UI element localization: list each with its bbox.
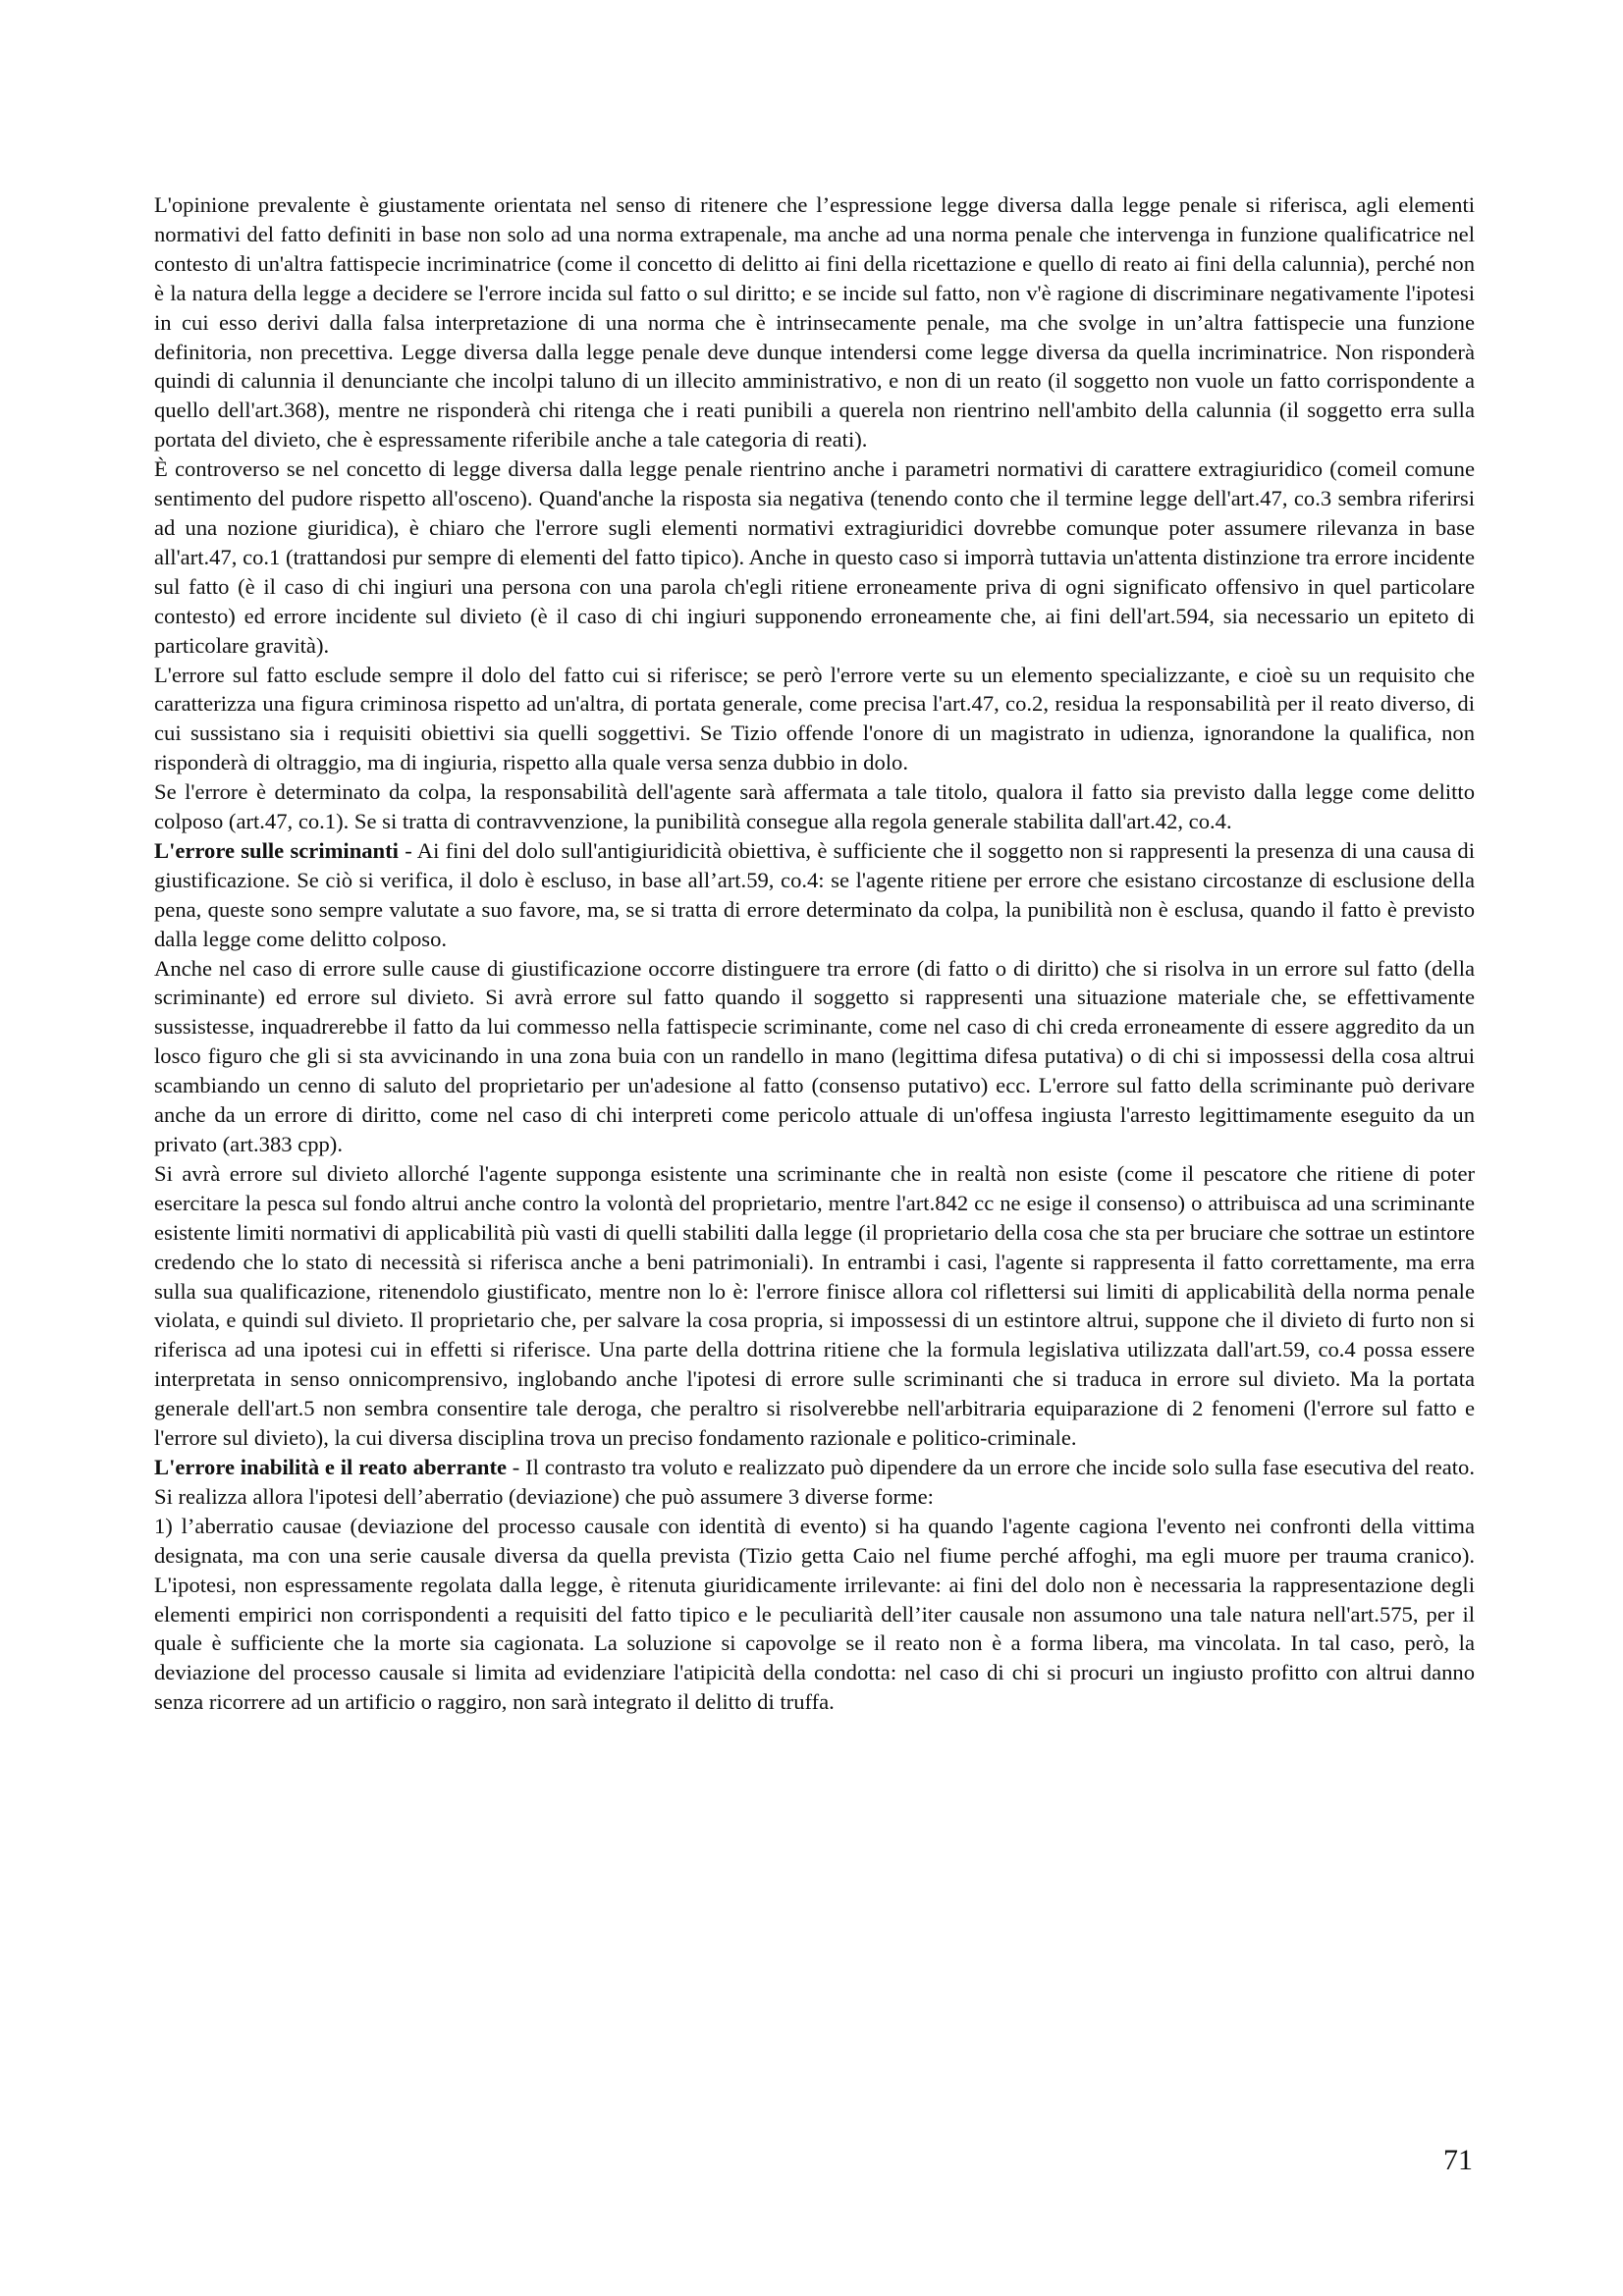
- paragraph-5: [154, 836, 1475, 954]
- section-heading-scriminanti: L'errore sulle scriminanti: [154, 837, 399, 863]
- body-text: [154, 190, 1475, 1717]
- paragraph-2: [154, 454, 1475, 660]
- paragraph-6: [154, 954, 1475, 1159]
- paragraph-1-text: L'opinione prevalente è giustamente orientata nel senso di ritenere che l’espressione legge diversa dalla legge penale si riferisca, agli elementi normativi del fatto definiti in base non solo ad una norma extrapenale, ma anche ad una norma penale che intervenga in funzione qualificatrice nel contesto di un'altra fattispecie incriminatrice (come il concetto di delitto ai fini della ricettazione e quello di reato ai fini della calunnia), perché non è la natura della legge a decidere se l'errore incida sul fatto o sul diritto; e se incide sul fatto, non v'è ragione di discriminare negativamente l'ipotesi in cui esso derivi dalla falsa interpretazione di una norma che è intrinsecamente penale, ma che svolge in un’altra fattispecie una funzione definitoria, non precettiva. Legge diversa dalla legge penale deve dunque intendersi come legge diversa da quella incriminatrice. Non risponderà quindi di calunnia il denunciante che incolpi taluno di un illecito amministrativo, e non di un reato (il soggetto non vuole un fatto corrispondente a quello dell'art.368), mentre ne risponderà chi ritenga che i reati punibili a querela non rientrino nell'ambito della calunnia (il soggetto erra sulla portata del divieto, che è espressamente riferibile anche a tale categoria di reati).: [154, 192, 1475, 453]
- paragraph-3: [154, 661, 1475, 778]
- paragraph-4-text: Se l'errore è determinato da colpa, la responsabilità dell'agente sarà affermata a tale titolo, qualora il fatto sia previsto dalla legge come delitto colposo (art.47, co.1). Se si tratta di contravvenzione, la punibilità consegue alla regola generale stabilita dall'art.42, co.4.: [154, 779, 1475, 834]
- paragraph-7: [154, 1159, 1475, 1453]
- paragraph-7-text: Si avrà errore sul divieto allorché l'agente supponga esistente una scriminante che in realtà non esiste (come il pescatore che ritiene di poter esercitare la pesca sul fondo altrui anche contro la volontà del proprietario, mentre l'art.842 cc ne esige il consenso) o attribuisca ad una scriminante esistente limiti normativi di applicabilità più vasti di quelli stabiliti dalla legge (il proprietario della cosa che sta per bruciare che sottrae un estintore credendo che lo stato di necessità si riferisca anche a beni patrimoniali). In entrambi i casi, l'agente si rappresenta il fatto correttamente, ma erra sulla sua qualificazione, ritenendolo giustificato, mentre non lo è: l'errore finisce allora col riflettersi sui limiti di applicabilità della norma penale violata, e quindi sul divieto. Il proprietario che, per salvare la cosa propria, si impossessi di un estintore altrui, suppone che il divieto di furto non si riferisca ad una ipotesi cui in effetti si riferisce. Una parte della dottrina ritiene che la formula legislativa utilizzata dall'art.59, co.4 possa essere interpretata in senso onnicomprensivo, inglobando anche l'ipotesi di errore sulle scriminanti che si traduca in errore sul divieto. Ma la portata generale dell'art.5 non sembra consentire tale deroga, che peraltro si risolverebbe nell'arbitraria equiparazione di 2 fenomeni (l'errore sul fatto e l'errore sul divieto), la cui diversa disciplina trova un preciso fondamento razionale e politico-criminale.: [154, 1160, 1475, 1451]
- paragraph-5-text: - Ai fini del dolo sull'antigiuridicità obiettiva, è sufficiente che il soggetto non si rappresenti la presenza di una causa di giustificazione. Se ciò si verifica, il dolo è escluso, in base all’art.59, co.4: se l'agente ritiene per errore che esistano circostanze di esclusione della pena, queste sono sempre valutate a suo favore, ma, se si tratta di errore determinato da colpa, la punibilità non è esclusa, quando il fatto è previsto dalla legge come delitto colposo.: [154, 837, 1475, 951]
- paragraph-9-text: 1) l’aberratio causae (deviazione del processo causale con identità di evento) si ha quando l'agente cagiona l'evento nei confronti della vittima designata, ma con una serie causale diversa da quella prevista (Tizio getta Caio nel fiume perché affoghi, ma egli muore per trauma cranico). L'ipotesi, non espressamente regolata dalla legge, è ritenuta giuridicamente irrilevante: ai fini del dolo non è necessaria la rappresentazione degli elementi empirici non corrispondenti a requisiti del fatto tipico e le peculiarità dell’iter causale non assumono una tale natura nell'art.575, per il quale è sufficiente che la morte sia cagionata. La soluzione si capovolge se il reato non è a forma libera, ma vincolata. In tal caso, però, la deviazione del processo causale si limita ad evidenziare l'atipicità della condotta: nel caso di chi si procuri un ingiusto profitto con altrui danno senza ricorrere ad un artificio o raggiro, non sarà integrato il delitto di truffa.: [154, 1513, 1475, 1715]
- paragraph-4: [154, 777, 1475, 836]
- paragraph-9: [154, 1512, 1475, 1717]
- paragraph-3-text: L'errore sul fatto esclude sempre il dolo del fatto cui si riferisce; se però l'errore verte su un elemento specializzante, e cioè su un requisito che caratterizza una figura criminosa rispetto ad un'altra, di portata generale, come precisa l'art.47, co.2, residua la responsabilità per il reato diverso, di cui sussistano sia i requisiti obiettivi sia quelli soggettivi. Se Tizio offende l'onore di un magistrato in udienza, ignorandone la qualifica, non risponderà di oltraggio, ma di ingiuria, rispetto alla quale versa senza dubbio in dolo.: [154, 662, 1475, 775]
- section-heading-reato-aberrante: L'errore inabilità e il reato aberrante: [154, 1454, 508, 1479]
- paragraph-1: [154, 190, 1475, 454]
- paragraph-8-text: - Il contrasto tra voluto e realizzato può dipendere da un errore che incide solo sulla fase esecutiva del reato. Si realizza allora l'ipotesi dell’aberratio (deviazione) che può assumere 3 diverse forme:: [154, 1454, 1475, 1509]
- paragraph-6-text: Anche nel caso di errore sulle cause di giustificazione occorre distinguere tra errore (di fatto o di diritto) che si risolva in un errore sul fatto (della scriminante) ed errore sul divieto. Si avrà errore sul fatto quando il soggetto si rappresenti una situazione materiale che, se effettivamente sussistesse, inquadrerebbe il fatto da lui commesso nella fattispecie scriminante, come nel caso di chi creda erroneamente di essere aggredito da un losco figuro che gli si sta avvicinando in una zona buia con un randello in mano (legittima difesa putativa) o di chi si impossessi della cosa altrui scambiando un cenno di saluto del proprietario per un'adesione al fatto (consenso putativo) ecc. L'errore sul fatto della scriminante può derivare anche da un errore di diritto, come nel caso di chi interpreti come pericolo attuale di un'offesa ingiusta l'arresto legittimamente eseguito da un privato (art.383 cpp).: [154, 955, 1475, 1156]
- paragraph-2-text: È controverso se nel concetto di legge diversa dalla legge penale rientrino anche i parametri normativi di carattere extragiuridico (comeil comune sentimento del pudore rispetto all'osceno). Quand'anche la risposta sia negativa (tenendo conto che il termine legge dell'art.47, co.3 sembra riferirsi ad una nozione giuridica), è chiaro che l'errore sugli elementi normativi extragiuridici dovrebbe comunque poter assumere rilevanza in base all'art.47, co.1 (trattandosi pur sempre di elementi del fatto tipico). Anche in questo caso si imporrà tuttavia un'attenta distinzione tra errore incidente sul fatto (è il caso di chi ingiuri una persona con una parola ch'egli ritiene erroneamente priva di ogni significato offensivo in quel particolare contesto) ed errore incidente sul divieto (è il caso di chi ingiuri supponendo erroneamente che, ai fini dell'art.594, sia necessario un epiteto di particolare gravità).: [154, 456, 1475, 658]
- page-number: 71: [1443, 2144, 1473, 2176]
- paragraph-8: [154, 1453, 1475, 1512]
